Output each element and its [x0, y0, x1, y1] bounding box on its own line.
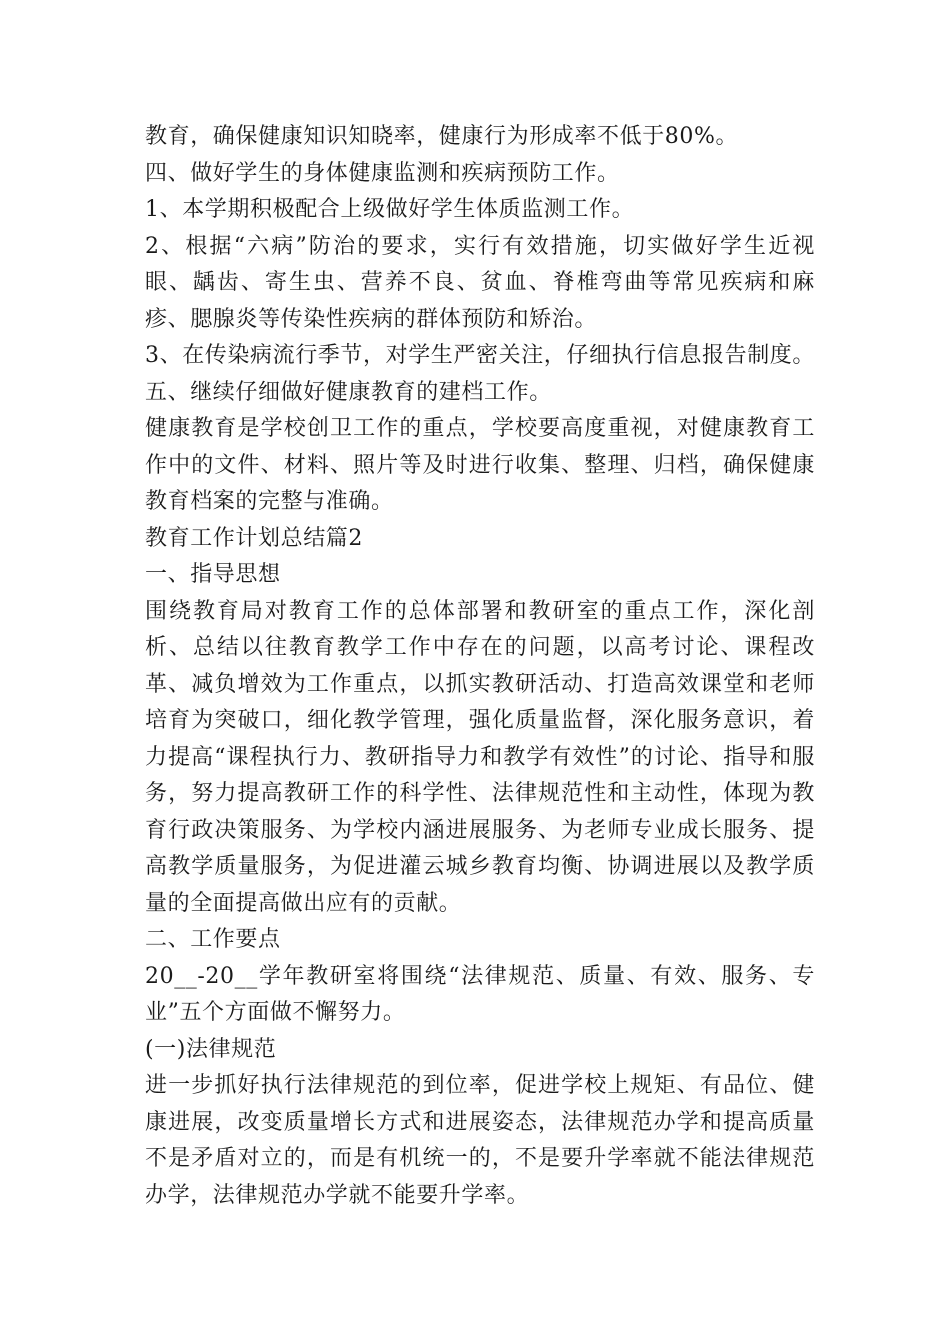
text-line: 教育，确保健康知识知晓率，健康行为形成率不低于80%。: [145, 124, 739, 149]
document-body: [145, 119, 815, 1214]
subsection-heading: (一)法律规范: [145, 1036, 277, 1062]
section-heading: 一、指导思想: [145, 562, 281, 587]
paragraph: 健康教育是学校创卫工作的重点，学校要高度重视，对健康教育工作中的文件、材料、照片等及时进行收集、整理、归档，确保健康教育档案的完整与准确。: [145, 416, 815, 514]
paragraph: 20__-20__学年教研室将围绕“法律规范、质量、有效、服务、专业”五个方面做不懈努力。: [145, 963, 815, 1025]
list-item: 1、本学期积极配合上级做好学生体质监测工作。: [145, 197, 635, 222]
list-item: 3、在传染病流行季节，对学生严密关注，仔细执行信息报告制度。: [145, 343, 815, 368]
paragraph: 围绕教育局对教育工作的总体部署和教研室的重点工作，深化剖析、总结以往教育教学工作中存在的问题，以高考讨论、课程改革、减负增效为工作重点，以抓实教研活动、打造高效课堂和老师培育为突破口，细化教学管理，强化质量监督，深化服务意识，着力提高“课程执行力、教研指导力和教学有效性”的讨论、指导和服务，努力提高教研工作的科学性、法律规范性和主动性，体现为教育行政决策服务、为学校内涵进展服务、为老师专业成长服务、提高教学质量服务，为促进灌云城乡教育均衡、协调进展以及教学质量的全面提高做出应有的贡献。: [145, 598, 815, 916]
list-item: 2、根据“六病”防治的要求，实行有效措施，切实做好学生近视眼、龋齿、寄生虫、营养不良、贫血、脊椎弯曲等常见疾病和麻疹、腮腺炎等传染性疾病的群体预防和矫治。: [145, 233, 815, 332]
paragraph: 进一步抓好执行法律规范的到位率，促进学校上规矩、有品位、健康进展，改变质量增长方式和进展姿态，法律规范办学和提高质量不是矛盾对立的，而是有机统一的，不是要升学率就不能法律规范办学，法律规范办学就不能要升学率。: [145, 1073, 815, 1208]
section-heading: 四、做好学生的身体健康监测和疾病预防工作。: [145, 160, 620, 186]
section-heading: 五、继续仔细做好健康教育的建档工作。: [145, 379, 552, 405]
section-heading: 二、工作要点: [145, 927, 281, 952]
article-title: 教育工作计划总结篇2: [145, 525, 363, 551]
